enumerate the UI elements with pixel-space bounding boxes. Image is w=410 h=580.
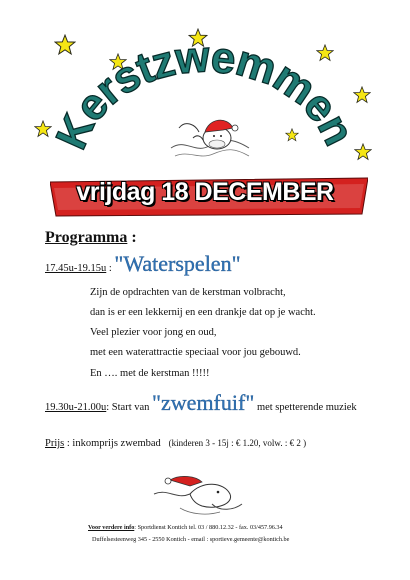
slot1-name: "Waterspelen" — [114, 251, 241, 276]
event-date: vrijdag 18 DECEMBER — [76, 178, 334, 206]
description-line: met een waterattractie speciaal voor jou gebouwd. — [90, 347, 301, 358]
footer-line-1: Voor verdere info: Sportdienst Kontich tel. 03 / 880.12.32 - fax. 03/457.96.34 — [88, 524, 283, 531]
event-title: Kerstzwemmen — [46, 32, 364, 157]
program-heading: Programma : — [45, 229, 137, 246]
slot2-name: "zwemfuif" — [152, 390, 255, 415]
santa-swimmer-illustration — [165, 108, 255, 166]
description-line: Zijn de opdrachten van de kerstman volbracht, — [90, 287, 286, 298]
swimmer-with-santa-hat-illustration — [150, 464, 250, 518]
description-line: Veel plezier voor jong en oud, — [90, 327, 217, 338]
description-line: En …. met de kerstman !!!!! — [90, 368, 210, 379]
slot-waterspelen: 17.45u-19.15u : "Waterspelen" — [45, 251, 241, 276]
slot1-time: 17.45u-19.15u — [45, 263, 107, 274]
footer-info-label: Voor verdere info — [88, 524, 135, 531]
price-label: Prijs — [45, 438, 65, 449]
description-line: dan is er een lekkernij en een drankje dat op je wacht. — [90, 307, 316, 318]
slot-zwemfuif: 19.30u-21.00u: Start van "zwemfuif" met spetterende muziek — [45, 390, 357, 415]
footer-line-2: Duffelsesteenweg 345 - 2550 Kontich - email : sportieve.gemeente@kontich.be — [92, 536, 290, 543]
price-line: Prijs : inkomprijs zwembad (kinderen 3 - 15j : € 1.20, volw. : € 2 ) — [45, 438, 307, 449]
price-detail: (kinderen 3 - 15j : € 1.20, volw. : € 2 ) — [168, 438, 307, 448]
slot2-time: 19.30u-21.00u — [45, 402, 107, 413]
